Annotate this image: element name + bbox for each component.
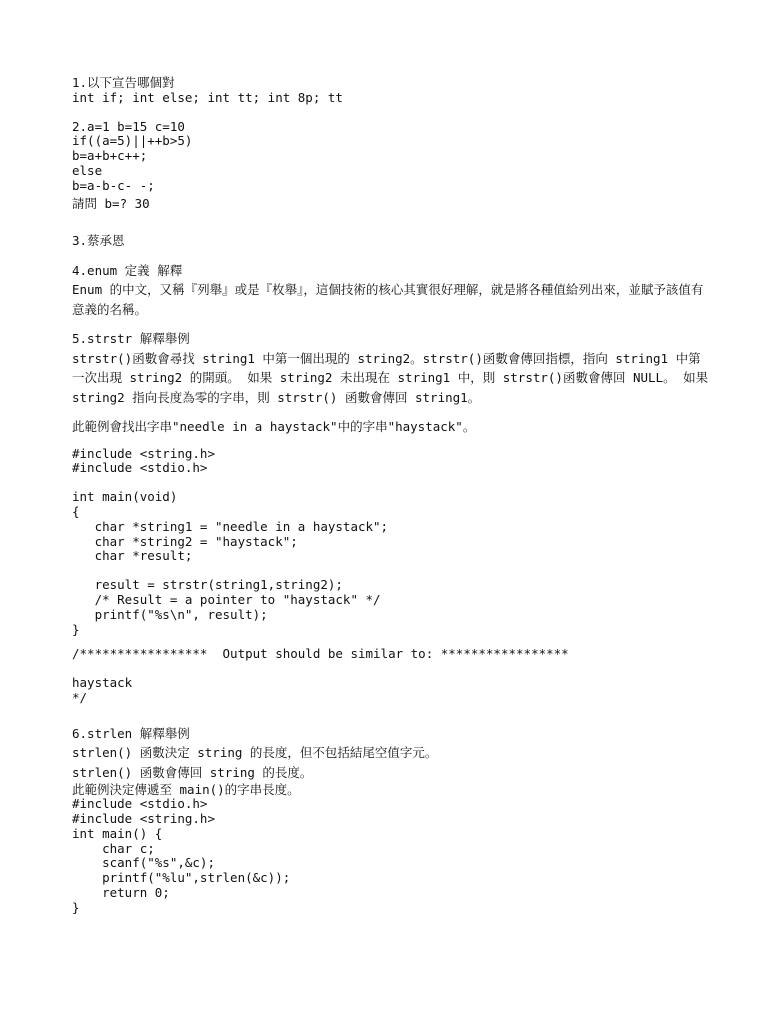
question-4-body: Enum 的中文，又稱『列舉』或是『枚舉』，這個技術的核心其實很好理解，就是將各種值給列出來，並賦予該值有意義的名稱。 <box>72 282 704 317</box>
code-line: { <box>72 503 80 519</box>
code-line: scanf("%s",&c); <box>72 855 215 871</box>
code-line: #include <string.h> <box>72 445 215 461</box>
code-line: char *result; <box>72 548 193 564</box>
question-6-desc-1: strlen() 函數決定 string 的長度，但不包括結尾空值字元。 <box>72 745 438 761</box>
question-6-title: 6.strlen 解釋舉例 <box>72 725 190 741</box>
code-line: printf("%lu",strlen(&c)); <box>72 870 291 886</box>
question-4-title: 4.enum 定義 解釋 <box>72 262 183 278</box>
code-line: char *string1 = "needle in a haystack"; <box>72 518 389 534</box>
code-line: result = strstr(string1,string2); <box>72 577 343 593</box>
output-line: haystack <box>72 675 133 691</box>
code-line: #include <string.h> <box>72 811 215 827</box>
code-line: int main() { <box>72 825 163 841</box>
code-line: char *string2 = "haystack"; <box>72 533 298 549</box>
question-2-answer: 請問 b=? 30 <box>72 195 150 211</box>
code-line: b=a-b-c- -; <box>72 177 155 193</box>
output-banner: /***************** Output should be similar to: ***************** <box>72 646 569 662</box>
question-6-desc-3: 此範例決定傳遞至 main()的字串長度。 <box>72 782 300 798</box>
code-line: b=a+b+c++; <box>72 148 148 164</box>
code-line: else <box>72 162 103 178</box>
question-6 <box>72 724 712 916</box>
question-5-body: strstr()函數會尋找 string1 中第一個出現的 string2。strstr()函數會傳回指標，指向 string1 中第一次出現 string2 的開頭。 如果 string2 未出現在 string1 中，則 strstr()函數會傳回 NULL。 如果 string2 指向長度為零的字串，則 strstr() 函數會傳回 string1。 <box>72 350 716 405</box>
code-line: int main(void) <box>72 489 178 505</box>
question-1 <box>72 76 712 106</box>
question-5-title: 5.strstr 解釋舉例 <box>72 331 190 347</box>
question-5 <box>72 329 716 706</box>
question-2 <box>72 120 712 213</box>
code-line: return 0; <box>72 885 170 901</box>
question-1-title: 1.以下宣告哪個對 <box>72 75 175 90</box>
code-line: } <box>72 621 80 637</box>
code-line: 2.a=1 b=15 c=10 <box>72 118 185 134</box>
code-line: if((a=5)||++b>5) <box>72 133 193 149</box>
code-line: /* Result = a pointer to "haystack" */ <box>72 591 381 607</box>
code-line: } <box>72 899 80 915</box>
question-3-title: 3.蔡承恩 <box>72 233 125 249</box>
question-5-example-note: 此範例會找出字串"needle in a haystack"中的字串"haystack"。 <box>72 419 476 435</box>
code-line: #include <stdio.h> <box>72 460 208 476</box>
document-page <box>72 75 716 916</box>
output-line: */ <box>72 689 88 705</box>
question-1-code: int if; int else; int tt; int 8p; tt <box>72 89 343 105</box>
code-line: #include <stdio.h> <box>72 796 208 812</box>
code-line: printf("%s\n", result); <box>72 606 268 622</box>
code-line: char c; <box>72 840 155 856</box>
question-6-desc-2: strlen() 函數會傳回 string 的長度。 <box>72 764 313 780</box>
question-4 <box>72 261 712 320</box>
